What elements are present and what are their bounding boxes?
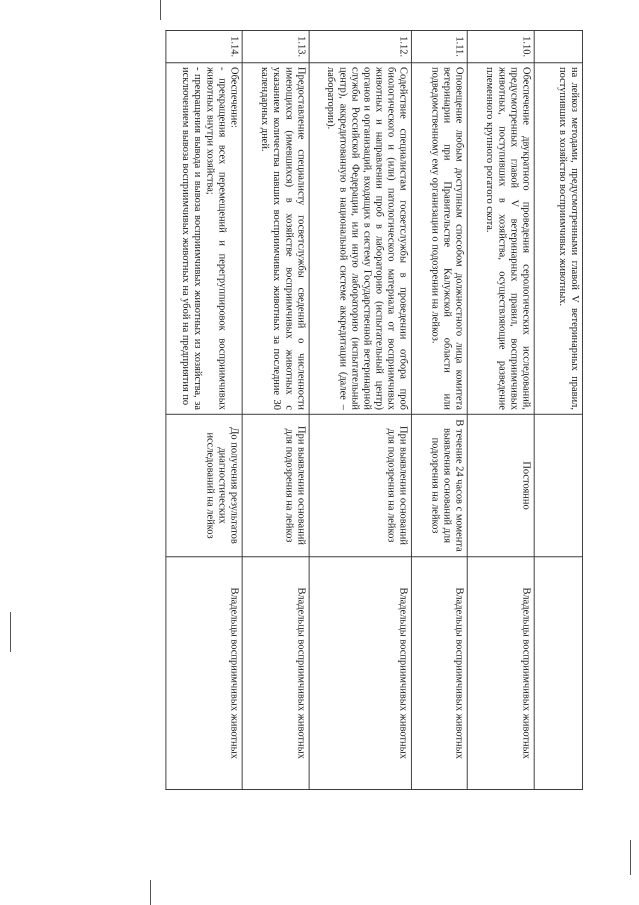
action-item: - прекращения всех перемещений и перегруппировок восприимчивых животных внутри хозяйства;	[204, 67, 228, 411]
row-responsible: Владельцы восприимчивых животных	[309, 557, 411, 790]
row-number	[534, 30, 582, 62]
measures-table	[165, 30, 583, 790]
row-term: При выявлении оснований для подозрения на лейкоз	[242, 414, 309, 556]
row-action	[166, 63, 242, 415]
row-number: 1.12.	[309, 30, 411, 62]
row-term	[534, 414, 582, 556]
rotated-table-container	[41, 30, 583, 790]
row-term: Постоянно	[467, 414, 534, 556]
row-action: Предоставление специалисту госветслужбы сведений о численности имеющихся (имевшихся) в хозяйстве восприимчивых животных с указанием количества павших восприимчивых животных за последние 30 календарных дней.	[242, 63, 309, 415]
row-responsible: Владельцы восприимчивых животных	[242, 557, 309, 790]
scan-mark	[10, 612, 11, 652]
scan-mark	[160, 0, 161, 20]
row-responsible	[534, 557, 582, 790]
row-number: 1.10.	[467, 30, 534, 62]
row-action: на лейкоз методами, предусмотренными главой V ветеринарных правил, поступивших в хозяйство восприимчивых животных.	[534, 63, 582, 415]
action-title: Обеспечение:	[228, 67, 240, 128]
row-term: В течение 24 часов с момента выявления оснований для подозрения на лейкоз	[411, 414, 467, 556]
table-row	[309, 30, 411, 789]
table-row	[534, 30, 582, 789]
row-action: Обеспечение двукратного проведения серологических исследований, предусмотренных главой V ветеринарных правил, восприимчивых животных, поступивших в хозяйства, осуществляющие разведение племенного крупного рогатого скота.	[467, 63, 534, 415]
table-row	[242, 30, 309, 789]
table-row	[467, 30, 534, 789]
table-row	[411, 30, 467, 789]
row-action: Оповещение любым доступным способом должностного лица комитета ветеринарии при Правительстве Калужской области или подведомственному ему организации о подозрении на лейкоз.	[411, 63, 467, 415]
row-number: 1.14.	[166, 30, 242, 62]
row-number: 1.13.	[242, 30, 309, 62]
row-term: При выявлении оснований для подозрения на лейкоз	[309, 414, 411, 556]
row-action: Содействие специалистам госветслужбы в проведении отбора проб биологического и (или) патологического материала от восприимчивых животных и направлении проб в лабораторию (испытательный центр) органов и организаций, входящих в систему Государственной ветеринарной службы Российской Федерации, или иную лабораторию (испытательный центр), аккредитованную в национальной системе аккредитации (далее – лаборатории).	[309, 63, 411, 415]
scan-mark	[150, 880, 151, 905]
row-number: 1.11.	[411, 30, 467, 62]
table-row	[166, 30, 242, 789]
action-item: - прекращения вывода и вывоза восприимчивых животных из хозяйства, за исключением вывоза восприимчивых животных на убой на предприятия по	[180, 67, 204, 411]
row-responsible: Владельцы восприимчивых животных	[411, 557, 467, 790]
row-responsible: Владельцы восприимчивых животных	[166, 557, 242, 790]
row-responsible: Владельцы восприимчивых животных	[467, 557, 534, 790]
scan-mark	[630, 840, 631, 875]
row-term: До получения результатов диагностических исследований на лейкоз	[166, 414, 242, 556]
